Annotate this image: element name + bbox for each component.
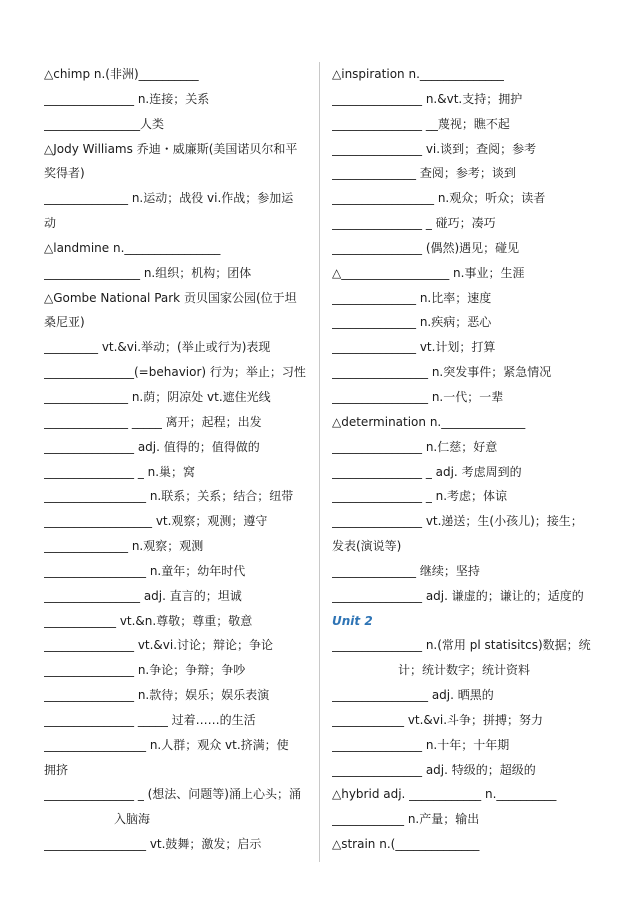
vocab-line: △__________________ n.事业；生涯 — [332, 265, 525, 280]
vocab-line: ____________ vt.&n.尊敬；尊重；敬意 — [44, 613, 253, 628]
vocab-line: _______________ vt.递送；生(小孩儿)；接生； — [332, 514, 583, 529]
vocab-line: ________________ n.突发事件；紧急情况 — [332, 365, 552, 380]
vocab-line: △determination n.______________ — [332, 414, 526, 429]
vocab-line: _______________ (偶然)遇见；碰见 — [332, 240, 520, 255]
vocab-line: _________________ n.观众；听众；读者 — [332, 191, 546, 206]
vocab-line: ______________ n.疾病；恶心 — [332, 315, 492, 330]
vocab-line: 桑尼亚) — [44, 315, 85, 330]
vocab-line: 计；统计数字；统计资料 — [398, 663, 531, 678]
vocab-line: ______________ 继续；坚持 — [332, 563, 480, 578]
vocab-line: △landmine n.________________ — [44, 240, 221, 255]
vocab-line: ______________ n.观察；观测 — [44, 539, 204, 554]
vocab-line: _______________ n.争论；争辩；争吵 — [44, 663, 246, 678]
vocab-line: △Gombe National Park 贡贝国家公园(位于坦 — [44, 290, 297, 305]
vocab-line: ______________ _____ 离开；起程；出发 — [44, 414, 262, 429]
vocab-line: _________________ vt.鼓舞；激发；启示 — [44, 837, 262, 852]
vocab-line: _______________ adj. 谦虚的；谦让的；适度的 — [332, 588, 584, 603]
vocab-line: ____________ n.产量；输出 — [332, 812, 480, 827]
right-column — [332, 62, 600, 857]
vocab-line: ____________ vt.&vi.斗争；拼搏；努力 — [332, 712, 544, 727]
vocab-line: △Jody Williams 乔迪・威廉斯(美国诺贝尔和平 — [44, 141, 298, 156]
vocab-line: _______________ n.仁慈；好意 — [332, 439, 498, 454]
vocab-line: ______________ 查阅；参考；谈到 — [332, 166, 516, 181]
vocab-line: _______________ _ n.巢；窝 — [44, 464, 196, 479]
vocab-line: _______________ vi.谈到；查阅；参考 — [332, 141, 537, 156]
vocab-line: _______________ adj. 特级的；超级的 — [332, 762, 536, 777]
vocab-line: ______________ n.荫；阴凉处 vt.遮住光线 — [44, 389, 271, 404]
vocab-line: _________________ n.童年；幼年时代 — [44, 563, 246, 578]
vocab-line: △strain n.(______________ — [332, 837, 480, 852]
vocab-line: _________________ n.联系；关系；结合；纽带 — [44, 489, 294, 504]
vocab-line: 拥挤 — [44, 762, 69, 777]
vocab-line: ________________人类 — [44, 116, 165, 131]
vocab-line: _______________ __蔑视；瞧不起 — [332, 116, 510, 131]
vocab-line: __________________ vt.观察；观测；遵守 — [44, 514, 268, 529]
vocab-line: _______________ n.款待；娱乐；娱乐表演 — [44, 688, 270, 703]
vocab-line: _________ vt.&vi.举动；(举止或行为)表现 — [44, 340, 271, 355]
vocab-line: △chimp n.(非洲)__________ — [44, 67, 199, 81]
left-column — [44, 62, 310, 857]
vocab-line: ______________ n.比率；速度 — [332, 290, 492, 305]
unit-heading: Unit 2 — [332, 613, 373, 628]
vocab-line: ________________ adj. 晒黑的 — [332, 688, 494, 703]
vocab-line: _______________ vt.&vi.讨论；辩论；争论 — [44, 638, 274, 653]
vocab-line: _______________ _ 碰巧；凑巧 — [332, 216, 496, 231]
vocab-line: 入脑海 — [114, 812, 151, 827]
vocab-line: _______________ _ (想法、问题等)涌上心头；涌 — [44, 787, 301, 802]
vocab-line: _______________(=behavior) 行为；举止；习性 — [44, 365, 306, 380]
vocab-line: _______________ _____ 过着……的生活 — [44, 712, 256, 727]
vocab-line: _______________ n.十年；十年期 — [332, 737, 510, 752]
column-divider — [319, 62, 320, 862]
vocab-line: _________________ n.人群；观众 vt.挤满；使 — [44, 737, 289, 752]
vocab-line: ________________ adj. 直言的；坦诚 — [44, 588, 242, 603]
vocab-line: _______________ _ adj. 考虑周到的 — [332, 464, 522, 479]
vocab-line: _______________ n.&vt.支持；拥护 — [332, 91, 523, 106]
vocab-line: 发表(演说等) — [332, 539, 402, 554]
vocab-line: ________________ n.一代；一辈 — [332, 389, 504, 404]
vocab-line: 奖得者) — [44, 166, 85, 181]
vocab-line: _______________ n.(常用 pl statisitcs)数据；统 — [332, 638, 591, 653]
vocab-line: △hybrid adj. ____________ n.__________ — [332, 787, 557, 802]
vocab-line: _______________ n.连接；关系 — [44, 91, 210, 106]
vocab-line: ________________ n.组织；机构；团体 — [44, 265, 252, 280]
vocab-line: _______________ adj. 值得的；值得做的 — [44, 439, 260, 454]
vocab-line: _______________ _ n.考虑；体谅 — [332, 489, 508, 504]
vocab-line: ______________ n.运动；战役 vi.作战；参加运 — [44, 191, 294, 206]
vocab-line: △inspiration n.______________ — [332, 67, 504, 81]
vocab-line: ______________ vt.计划；打算 — [332, 340, 496, 355]
vocab-line: 动 — [44, 216, 57, 231]
